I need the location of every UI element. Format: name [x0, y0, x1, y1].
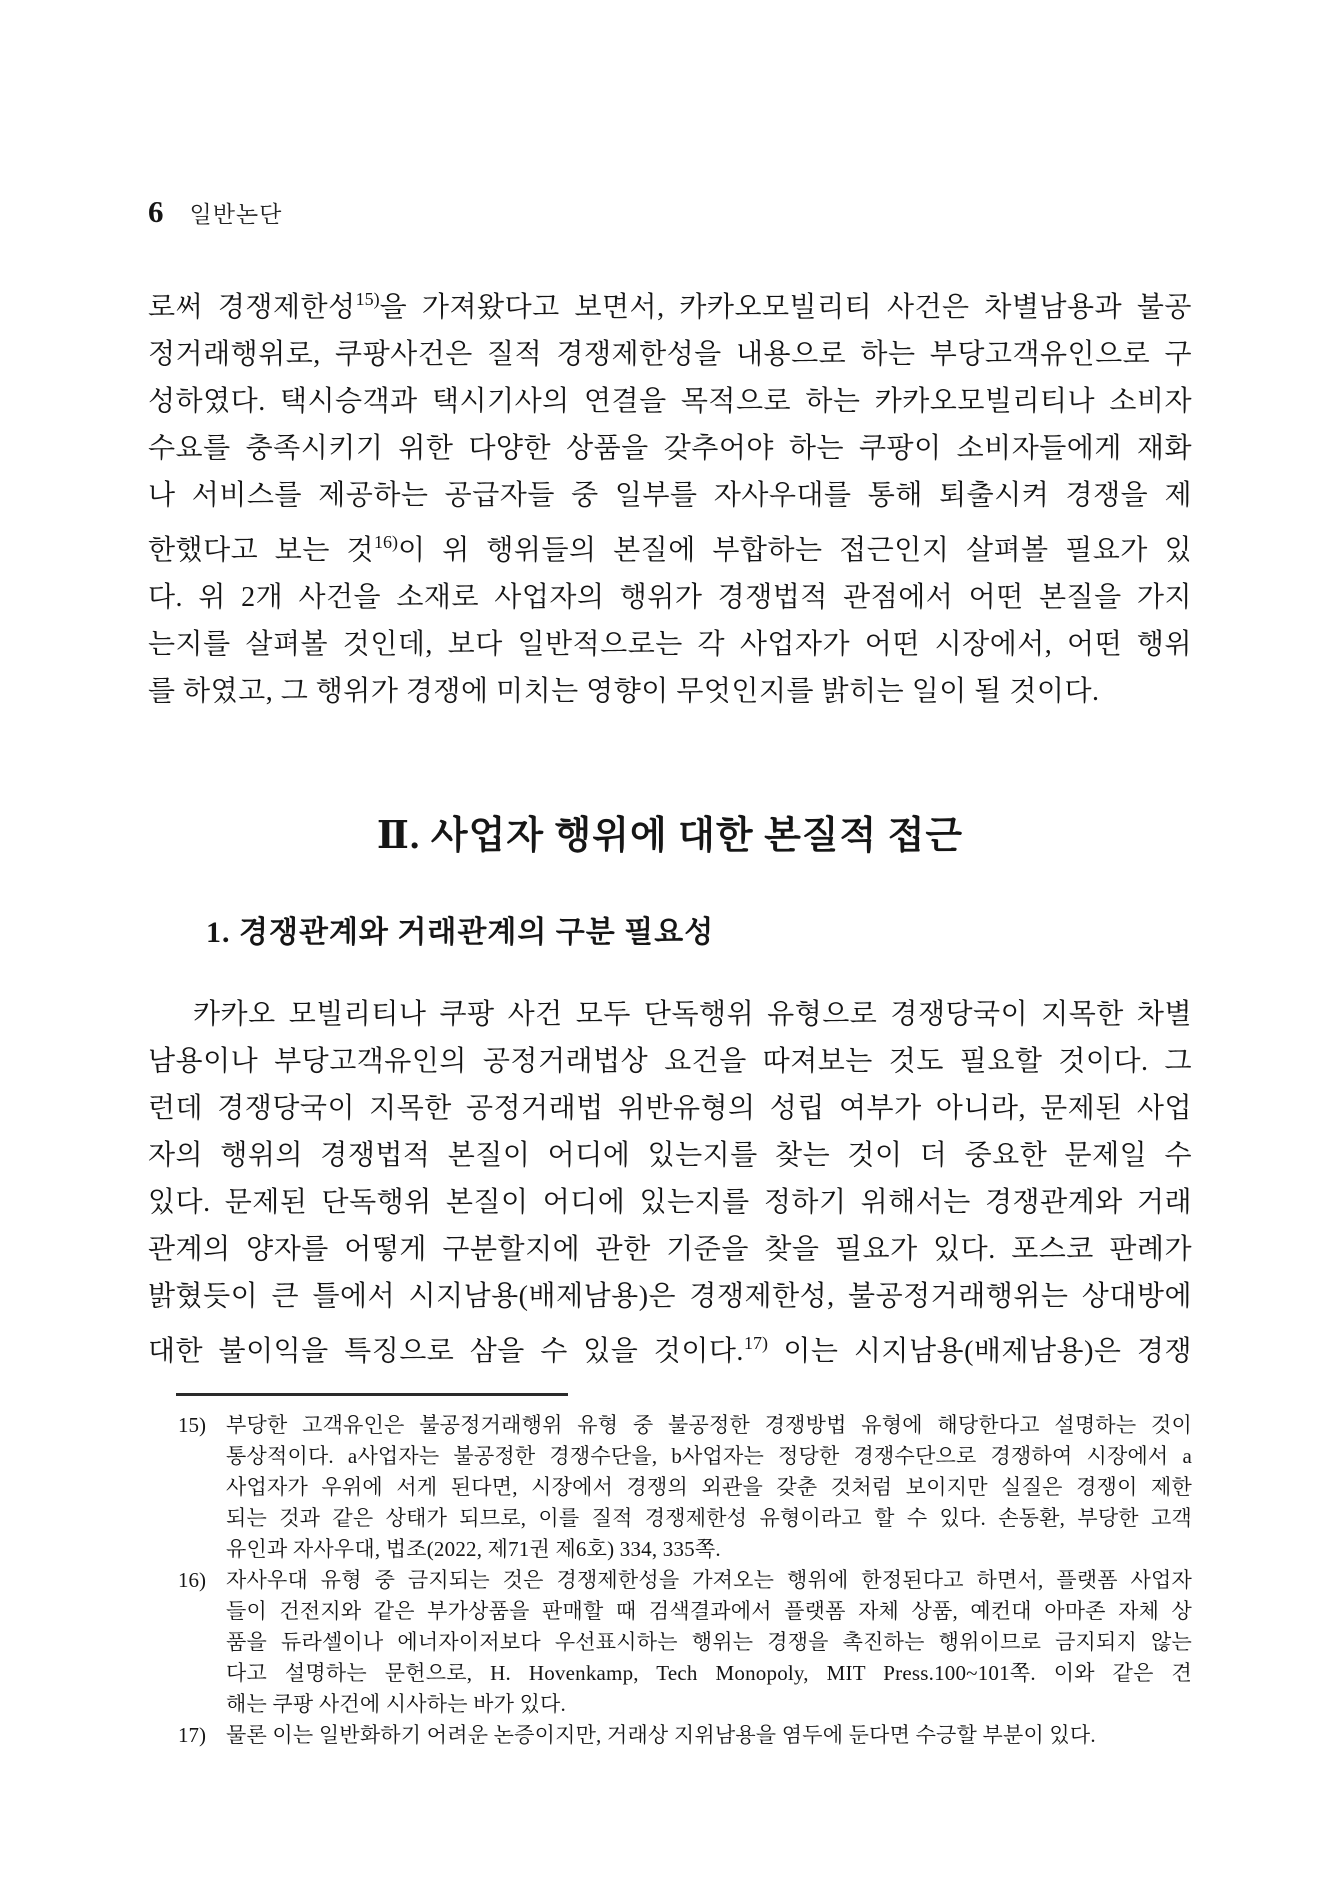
text-line: [226, 1472, 1192, 1503]
text-run: 이 위 행위들의 본질에 부합하는 접근인지 살펴볼 필요가 있: [398, 535, 1193, 566]
text-line: [148, 1226, 1192, 1273]
text-run: 밝혔듯이 큰 틀에서 시지남용(배제남용)은 경쟁제한성, 불공정거래행위는 상대방에: [148, 1281, 1192, 1312]
footnote-ref: 16): [374, 532, 399, 552]
text-run: 로써 경쟁제한성: [148, 292, 356, 323]
text-run: 해는 쿠팡 사건에 시사하는 바가 있다.: [226, 1692, 566, 1716]
footnote-number: 15): [178, 1413, 206, 1437]
text-run: 사업자가 우위에 서게 된다면, 시장에서 경쟁의 외관을 갖춘 것처럼 보이지만 실질은 경쟁이 제한: [226, 1475, 1192, 1499]
text-line: [148, 1132, 1192, 1179]
running-head: 일반논단: [189, 202, 283, 227]
text-run: 한했다고 보는 것: [148, 535, 375, 566]
text-line: [148, 472, 1192, 519]
text-line: [148, 991, 1192, 1038]
text-run: 품을 듀라셀이나 에너자이저보다 우선표시하는 행위는 경쟁을 촉진하는 행위이므로 금지되지 않는: [226, 1630, 1192, 1654]
text-line: [148, 574, 1192, 621]
footnotes-section: [148, 1410, 1192, 1751]
text-run: 런데 경쟁당국이 지목한 공정거래법 위반유형의 성립 여부가 아니라, 문제된 사업: [148, 1093, 1192, 1124]
text-line: [148, 668, 1192, 715]
footnote-number: 17): [178, 1723, 206, 1747]
text-line: [226, 1596, 1192, 1627]
text-line: [226, 1534, 1192, 1565]
text-run: 물론 이는 일반화하기 어려운 논증이지만, 거래상 지위남용을 염두에 둔다면 수긍할 부분이 있다.: [226, 1723, 1096, 1747]
text-line: [148, 519, 1192, 574]
footnote-item: [148, 1565, 1192, 1720]
text-line: [148, 425, 1192, 472]
text-run: 수요를 충족시키기 위한 다양한 상품을 갖추어야 하는 쿠팡이 소비자들에게 재화: [148, 433, 1192, 464]
text-line: [226, 1689, 1192, 1720]
text-run: 유인과 자사우대, 법조(2022, 제71권 제6호) 334, 335쪽.: [226, 1537, 721, 1561]
paragraph-2: [148, 991, 1192, 1375]
footnote-ref: 15): [355, 289, 380, 309]
text-line: [148, 1179, 1192, 1226]
text-run: 다고 설명하는 문헌으로, H. Hovenkamp, Tech Monopoly, MIT Press.100~101쪽. 이와 같은 견: [226, 1661, 1192, 1685]
text-run: 다. 위 2개 사건을 소재로 사업자의 행위가 경쟁법적 관점에서 어떤 본질을 가지: [148, 582, 1192, 613]
text-line: [226, 1720, 1192, 1751]
text-run: 자의 행위의 경쟁법적 본질이 어디에 있는지를 찾는 것이 더 중요한 문제일 수: [148, 1140, 1192, 1171]
text-line: [226, 1503, 1192, 1534]
footnote-number: 16): [178, 1568, 206, 1592]
text-line: [226, 1441, 1192, 1472]
text-line: [226, 1410, 1192, 1441]
text-line: [148, 276, 1192, 331]
page-header: [148, 196, 1192, 228]
text-line: [148, 1085, 1192, 1132]
text-run: 대한 불이익을 특징으로 삼을 수 있을 것이다.: [148, 1336, 744, 1367]
text-line: [148, 378, 1192, 425]
text-line: [148, 1320, 1192, 1375]
text-run: 나 서비스를 제공하는 공급자들 중 일부를 자사우대를 통해 퇴출시켜 경쟁을 제: [148, 480, 1192, 511]
footnote-item: [148, 1410, 1192, 1565]
text-run: 되는 것과 같은 상태가 되므로, 이를 질적 경쟁제한성 유형이라고 할 수 있다. 손동환, 부당한 고객: [226, 1506, 1192, 1530]
text-line: [148, 621, 1192, 668]
text-run: 성하였다. 택시승객과 택시기사의 연결을 목적으로 하는 카카오모빌리티나 소비자: [148, 386, 1192, 417]
text-run: 정거래행위로, 쿠팡사건은 질적 경쟁제한성을 내용으로 하는 부당고객유인으로 구: [148, 339, 1192, 370]
text-run: 관계의 양자를 어떻게 구분할지에 관한 기준을 찾을 필요가 있다. 포스코 판례가: [148, 1234, 1192, 1265]
paragraph-1: [148, 276, 1192, 715]
text-line: [148, 1273, 1192, 1320]
section-heading: Ⅱ. 사업자 행위에 대한 본질적 접근: [376, 815, 964, 857]
text-run: 통상적이다. a사업자는 불공정한 경쟁수단을, b사업자는 정당한 경쟁수단으로 경쟁하여 시장에서 a: [226, 1444, 1192, 1468]
text-run: 이는 시지남용(배제남용)은 경쟁: [767, 1336, 1192, 1367]
text-run: 을 가져왔다고 보면서, 카카오모빌리티 사건은 차별남용과 불공: [379, 292, 1192, 323]
footnote-separator: [176, 1393, 568, 1396]
text-run: 는지를 살펴볼 것인데, 보다 일반적으로는 각 사업자가 어떤 시장에서, 어떤 행위: [148, 629, 1192, 660]
text-run: 부당한 고객유인은 불공정거래행위 유형 중 불공정한 경쟁방법 유형에 해당한다고 설명하는 것이: [226, 1413, 1192, 1437]
text-run: 를 하였고, 그 행위가 경쟁에 미치는 영향이 무엇인지를 밝히는 일이 될 것이다.: [148, 676, 1100, 707]
footnote-item: [148, 1720, 1192, 1751]
text-line: [226, 1627, 1192, 1658]
text-line: [148, 1038, 1192, 1085]
text-run: 자사우대 유형 중 금지되는 것은 경쟁제한성을 가져오는 행위에 한정된다고 하면서, 플랫폼 사업자: [226, 1568, 1192, 1592]
page-number: 6: [148, 194, 164, 229]
subsection-heading: 1. 경쟁관계와 거래관계의 구분 필요성: [206, 916, 715, 949]
text-line: [226, 1658, 1192, 1689]
text-run: 들이 건전지와 같은 부가상품을 판매할 때 검색결과에서 플랫폼 자체 상품, 예컨대 아마존 자체 상: [226, 1599, 1192, 1623]
text-run: 있다. 문제된 단독행위 본질이 어디에 있는지를 정하기 위해서는 경쟁관계와 거래: [148, 1187, 1192, 1218]
text-run: 남용이나 부당고객유인의 공정거래법상 요건을 따져보는 것도 필요할 것이다. 그: [148, 1046, 1192, 1077]
text-run: 카카오 모빌리티나 쿠팡 사건 모두 단독행위 유형으로 경쟁당국이 지목한 차별: [193, 999, 1192, 1030]
text-line: [226, 1565, 1192, 1596]
footnote-ref: 17): [743, 1333, 768, 1353]
text-line: [148, 331, 1192, 378]
